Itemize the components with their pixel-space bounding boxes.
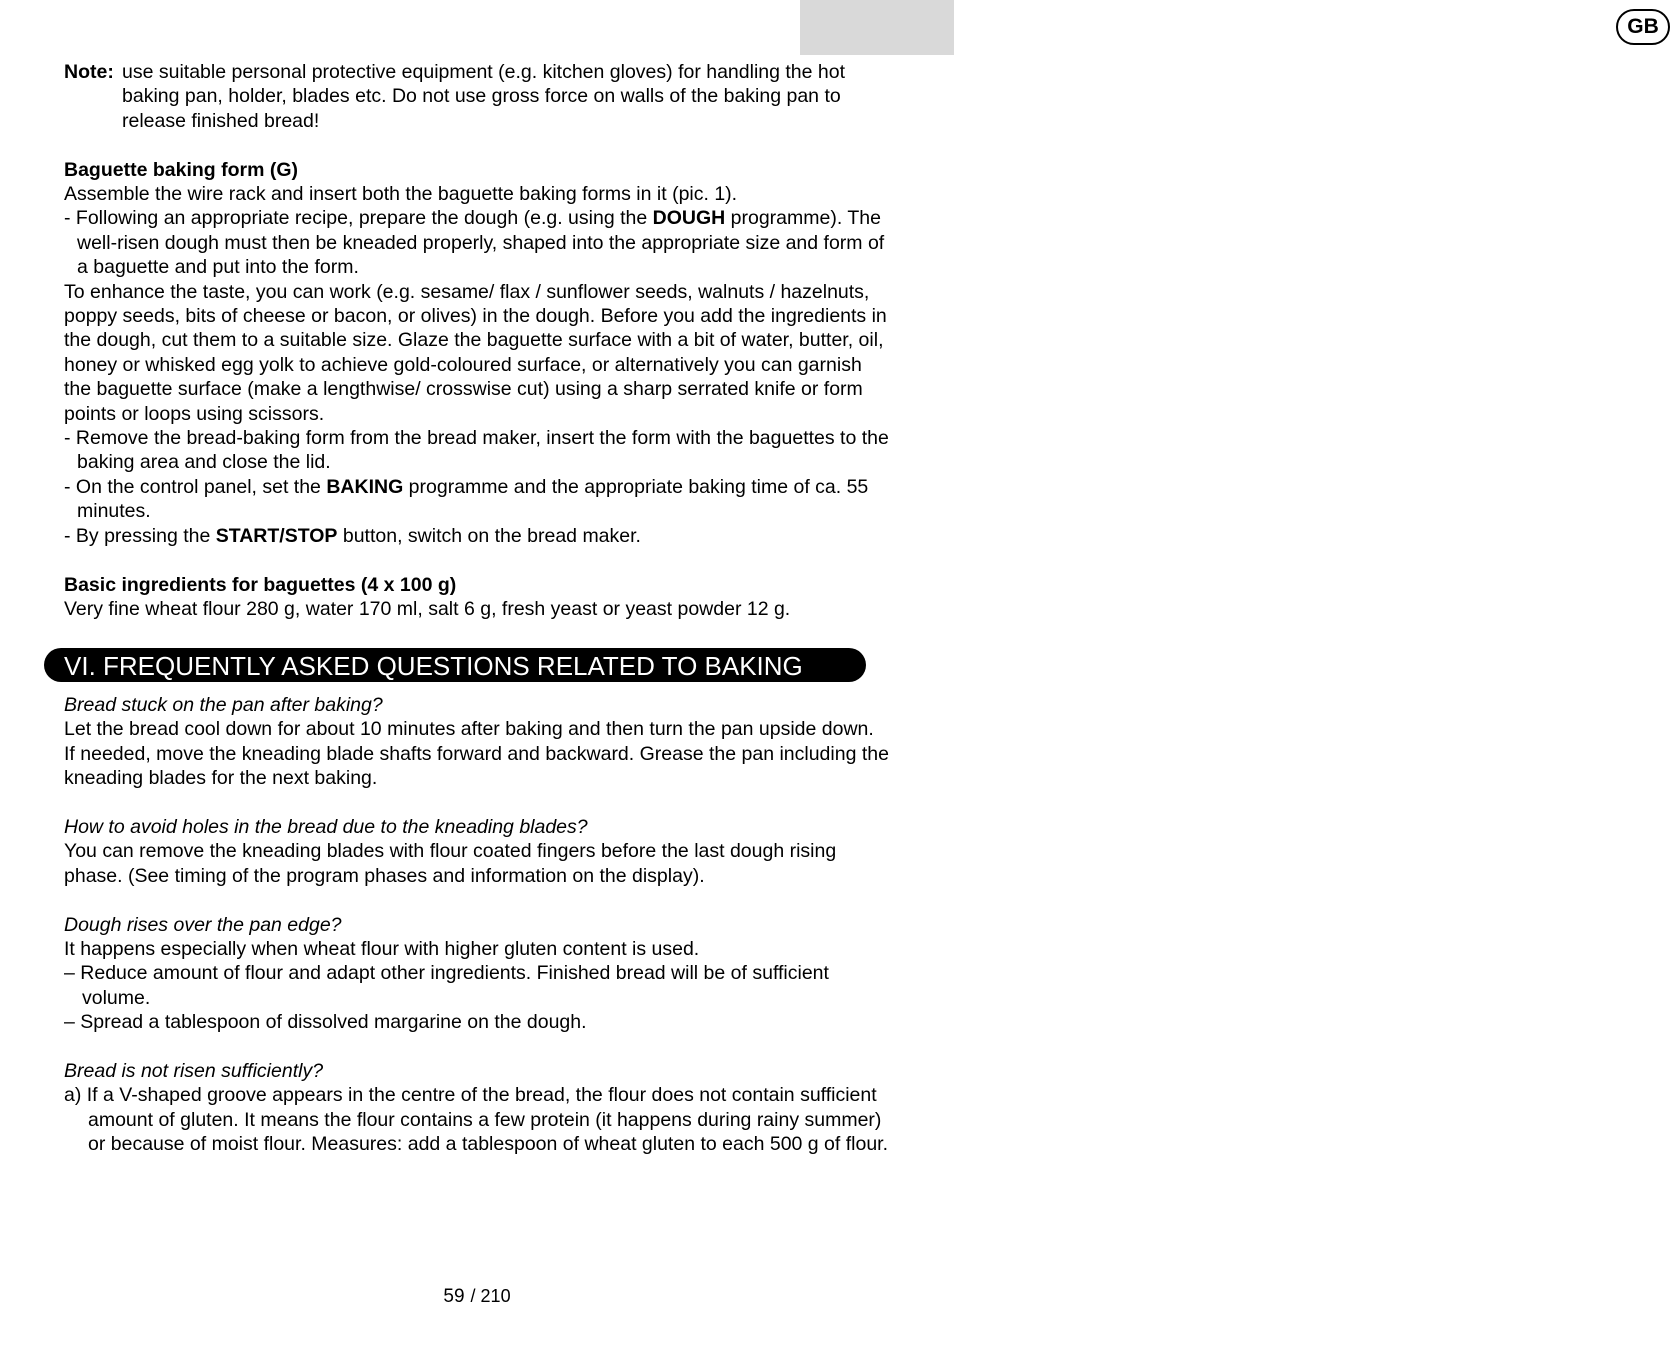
baguette-heading: Baguette baking form (G) xyxy=(64,158,299,181)
baguette-section xyxy=(64,60,890,621)
programme-name: BAKING xyxy=(326,475,404,498)
language-badge: GB xyxy=(1616,9,1670,45)
step-text: programme and the appropriate baking time of ca. 55 minutes. xyxy=(77,475,869,523)
language-tab xyxy=(800,0,1659,55)
ingredients-text: Very fine wheat flour 280 g, water 170 ml, salt 6 g, fresh yeast or yeast powder 12 g. xyxy=(64,597,791,620)
page-current: 59 xyxy=(443,1286,465,1307)
section-title: VI. FREQUENTLY ASKED QUESTIONS RELATED TO BAKING xyxy=(44,648,866,682)
page-total: / 210 xyxy=(470,1286,511,1306)
baguette-step-3 xyxy=(64,475,890,524)
faq-question: How to avoid holes in the bread due to the kneading blades? xyxy=(64,816,588,839)
programme-name: DOUGH xyxy=(652,207,726,230)
step-text: - By pressing the xyxy=(64,524,216,547)
baguette-intro: Assemble the wire rack and insert both the baguette baking forms in it (pic. 1). xyxy=(64,183,738,206)
baguette-enhance: To enhance the taste, you can work (e.g. sesame/ flax / sunflower seeds, walnuts / hazelnuts, poppy seeds, bits of cheese or bacon, or olives) in the dough. Before you add the ingredients in the dough, cut them to a suitable size. Glaze the baguette surface with a bit of water, butter, oil, honey or whisked egg yolk to achieve gold-coloured surface, or alternatively you can garnish the baguette surface (make a lengthwise/ crosswise cut) using a sharp serrated knife or form points or loops using scissors. xyxy=(64,280,887,425)
faq-answer-item: – Spread a tablespoon of dissolved margarine on the dough. xyxy=(64,1011,587,1034)
step-text: button, switch on the bread maker. xyxy=(337,524,641,547)
faq-answer: It happens especially when wheat flour with higher gluten content is used. xyxy=(64,938,700,961)
faq-answer-item: a) If a V-shaped groove appears in the centre of the bread, the flour does not contain sufficient amount of gluten. It means the flour contains a few protein (it happens during rainy summer) or because of moist flour. Measures: add a tablespoon of wheat gluten to each 500 g of flour. xyxy=(64,1084,889,1156)
faq-answer-item: – Reduce amount of flour and adapt other ingredients. Finished bread will be of sufficient volume. xyxy=(64,962,829,1009)
faq-answer: You can remove the kneading blades with flour coated fingers before the last dough rising phase. (See timing of the program phases and information on the display). xyxy=(64,840,837,887)
faq-question: Bread is not risen sufficiently? xyxy=(64,1060,324,1083)
note-label: Note: xyxy=(64,61,114,83)
faq-section xyxy=(64,693,890,1157)
baguette-step-2: - Remove the bread-baking form from the bread maker, insert the form with the baguettes to the baking area and close the lid. xyxy=(64,427,889,474)
step-text: - On the control panel, set the xyxy=(64,475,327,498)
baguette-step-4 xyxy=(64,524,890,548)
faq-question: Bread stuck on the pan after baking? xyxy=(64,694,383,716)
faq-question: Dough rises over the pan edge? xyxy=(64,913,342,936)
page-number xyxy=(0,1284,954,1309)
faq-answer: Let the bread cool down for about 10 minutes after baking and then turn the pan upside down. If needed, move the kneading blade shafts forward and backward. Grease the pan including the kneading blades for the next baking. xyxy=(64,718,889,790)
note-text: use suitable personal protective equipment (e.g. kitchen gloves) for handling the hot baking pan, holder, blades etc. Do not use gross force on walls of the baking pan to release finished bread! xyxy=(122,61,846,132)
button-name: START/STOP xyxy=(215,524,338,547)
note xyxy=(64,60,890,133)
baguette-step-1 xyxy=(64,206,890,279)
step-text: - Following an appropriate recipe, prepare the dough (e.g. using the xyxy=(64,207,653,230)
ingredients-heading: Basic ingredients for baguettes (4 x 100 g) xyxy=(64,573,457,596)
step-text: programme). The well-risen dough must then be kneaded properly, shaped into the appropriate size and form of a baguette and put into the form. xyxy=(77,207,885,279)
